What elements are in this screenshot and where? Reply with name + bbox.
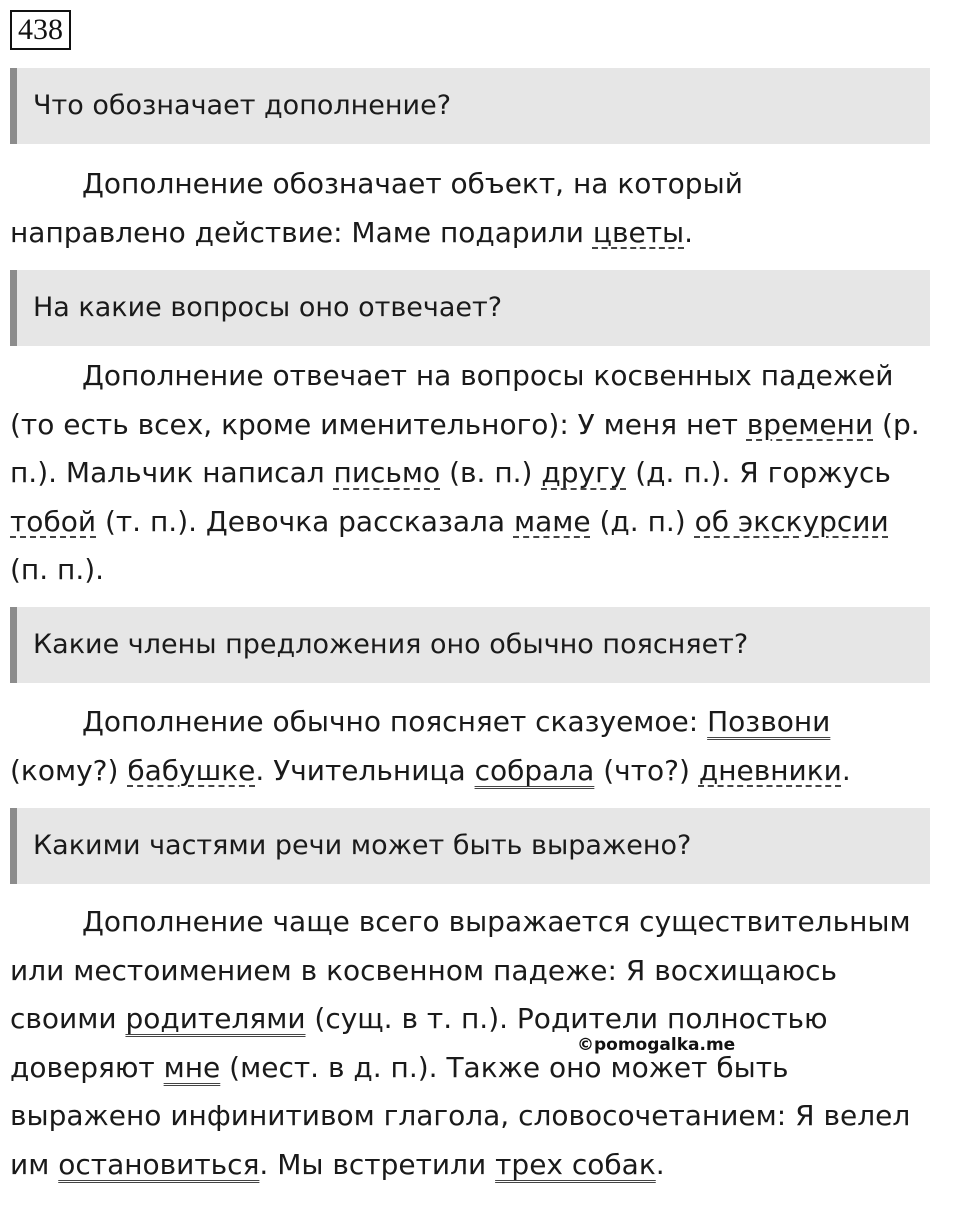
text-line: [10, 1044, 955, 1093]
text-segment: (мест. в д. п.). Также оно может быть: [220, 1050, 789, 1084]
site-watermark: ©pomogalka.me: [577, 1035, 736, 1055]
object-word: дневники: [698, 753, 842, 787]
text-segment: (сущ. в т. п.). Родители полностью: [305, 1002, 828, 1035]
text-segment: (что?): [594, 753, 699, 787]
exercise-number: 438: [10, 10, 71, 50]
text-line: [10, 449, 955, 498]
text-line: Дополнение чаще всего выражается существительным: [82, 905, 911, 938]
object-word: письмо: [333, 456, 441, 489]
text-segment: (то есть всех, кроме именительного): У меня нет: [10, 407, 747, 441]
text-segment: (т. п.). Девочка рассказала: [96, 504, 514, 538]
text-line: [10, 209, 955, 258]
text-line: [10, 498, 955, 547]
text-line: Дополнение отвечает на вопросы косвенных падежей: [82, 359, 894, 392]
text-line: [10, 401, 955, 450]
answer-paragraph-3: [10, 698, 955, 795]
text-segment: (д. п.): [590, 504, 695, 538]
text-segment: (р.: [873, 407, 920, 441]
predicate-word: трех собак: [495, 1147, 656, 1181]
object-word: маме: [513, 504, 591, 538]
text-line: [10, 1141, 955, 1190]
question-text: На какие вопросы оно отвечает?: [33, 292, 503, 323]
text-segment: . Мы встретили: [259, 1147, 496, 1181]
text-segment: Дополнение обычно поясняет сказуемое:: [82, 705, 708, 738]
answer-paragraph-2: [10, 352, 955, 595]
answer-paragraph-1: [10, 160, 955, 257]
question-bar-1: [10, 68, 930, 144]
text-segment: им: [10, 1147, 59, 1181]
predicate-word: мне: [163, 1050, 221, 1084]
text-segment: (кому?): [10, 753, 128, 787]
object-word: тобой: [10, 504, 97, 538]
text-segment: доверяют: [10, 1050, 164, 1084]
text-line: [10, 995, 955, 1044]
text-segment: своими: [10, 1002, 126, 1035]
text-segment: (д. п.). Я горжусь: [626, 456, 891, 489]
text-segment: (в. п.): [440, 456, 542, 489]
text-line: выражено инфинитивом глагола, словосочетанием: Я велел: [10, 1099, 911, 1132]
question-bar-2: [10, 270, 930, 346]
text-line: или местоимением в косвенном падеже: Я восхищаюсь: [10, 953, 837, 987]
predicate-word: родителями: [125, 1002, 306, 1035]
question-text: Какие члены предложения оно обычно поясняет?: [33, 629, 749, 660]
text-segment: п.). Мальчик написал: [10, 456, 334, 489]
predicate-word: остановиться: [58, 1147, 260, 1181]
object-word: другу: [541, 456, 627, 489]
predicate-word: Позвони: [707, 705, 831, 738]
text-segment: .: [655, 1147, 665, 1181]
text-line: Дополнение обозначает объект, на который: [82, 167, 743, 200]
text-line: (п. п.).: [10, 553, 105, 586]
text-line: [10, 747, 955, 796]
text-segment: . Учительница: [255, 753, 475, 787]
answer-paragraph-4: [10, 898, 955, 1189]
text-segment: .: [684, 215, 694, 249]
text-segment: направлено действие: Маме подарили: [10, 215, 593, 249]
object-word: об экскурсии: [694, 504, 889, 538]
question-text: Что обозначает дополнение?: [33, 90, 452, 121]
text-line: [10, 698, 955, 747]
question-text: Какими частями речи может быть выражено?: [33, 830, 692, 861]
object-word: цветы: [592, 215, 685, 249]
text-segment: .: [841, 753, 851, 787]
predicate-word: собрала: [474, 753, 595, 787]
question-bar-3: [10, 607, 930, 683]
question-bar-4: [10, 808, 930, 884]
object-word: бабушке: [127, 753, 256, 787]
object-word: времени: [746, 407, 874, 441]
